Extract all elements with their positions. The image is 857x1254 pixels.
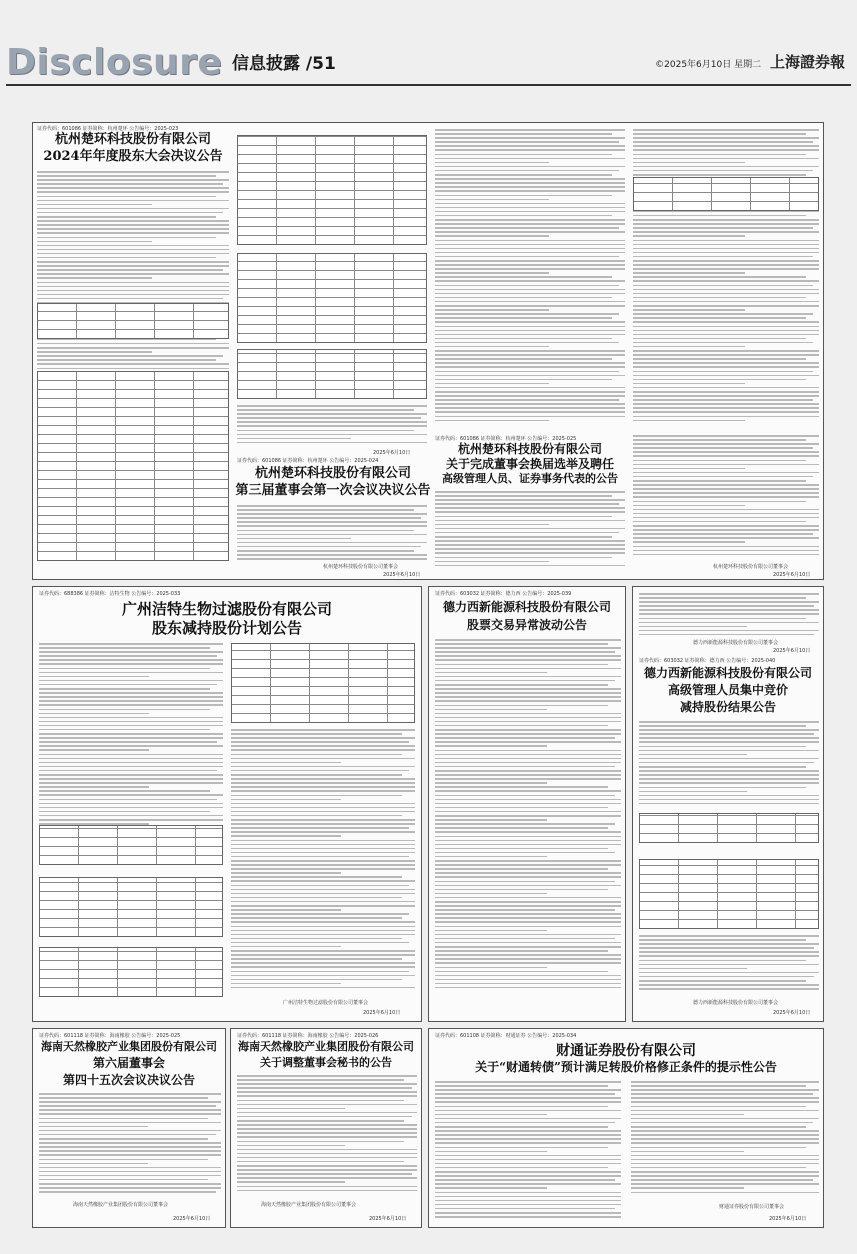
hangzhou-board-date: 2025年6月10日 — [383, 572, 421, 578]
hainan-board-subtitle-2: 第四十五次会议决议公告 — [62, 1073, 195, 1087]
delixi-volatility-subtitle: 股票交易异常波动公告 — [466, 618, 587, 632]
caitong-body-left — [435, 1081, 621, 1221]
masthead-right — [655, 51, 845, 72]
guangzhou-code: 证券代码：688386 证券简称：洁特生物 公告编号：2025-033 — [39, 591, 181, 597]
caitong-title: 财通证券股份有限公司 — [556, 1043, 696, 1059]
hangzhou-agm-vote-table-4 — [237, 349, 427, 399]
hangzhou-agm-date: 2025年6月10日 — [373, 450, 411, 456]
hainan-board-notice — [32, 1028, 226, 1228]
delixi-reduction-title: 德力西新能源科技股份有限公司 — [643, 666, 812, 680]
caitong-signature: 财通证券股份有限公司董事会 — [719, 1204, 785, 1210]
hainan-board-date: 2025年6月10日 — [173, 1216, 211, 1222]
caitong-notice — [428, 1028, 824, 1228]
delixi-volatility-signature: 德力西新能源科技股份有限公司董事会 — [693, 640, 779, 646]
delixi-volatility-date: 2025年6月10日 — [773, 648, 811, 654]
masthead — [0, 40, 857, 82]
guangzhou-title: 广州洁特生物过滤股份有限公司 — [121, 600, 332, 618]
hangzhou-exec-contact-table — [633, 177, 819, 211]
hainan-secretary-code: 证券代码：601118 证券简称：海南橡胶 公告编号：2025-026 — [237, 1033, 379, 1039]
hainan-board-signature: 海南天然橡胶产业集团股份有限公司董事会 — [73, 1202, 169, 1208]
hangzhou-agm-subtitle: 2024年年度股东大会决议公告 — [43, 149, 223, 164]
guangzhou-holding-table — [39, 877, 223, 937]
hainan-board-subtitle-1: 第六届董事会 — [92, 1056, 165, 1070]
issue-date: ©2025年6月10日 星期二 — [655, 60, 762, 70]
caitong-body-right — [631, 1081, 819, 1199]
hangzhou-exec-subtitle-1: 关于完成董事会换届选举及聘任 — [445, 457, 614, 471]
delixi-reduction-holder-table — [639, 813, 819, 843]
hainan-secretary-title: 海南天然橡胶产业集团股份有限公司 — [238, 1040, 414, 1053]
guangzhou-reduction-table — [231, 643, 415, 723]
delixi-reduction-body-2 — [639, 935, 819, 995]
hainan-board-title: 海南天然橡胶产业集团股份有限公司 — [41, 1040, 217, 1053]
hangzhou-exec-body-3 — [633, 435, 819, 565]
section-title: 信息披露 /51 — [232, 54, 336, 74]
delixi-reduction-notice — [632, 586, 824, 1022]
delixi-volatility-code: 证券代码：603032 证券简称：德力西 公告编号：2025-039 — [435, 591, 572, 597]
hangzhou-board-code: 证券代码：601086 证券简称：杭州楚环 公告编号：2025-024 — [237, 458, 379, 464]
paper-name: 上海證券報 — [769, 53, 845, 71]
hainan-secretary-subtitle: 关于调整董事会秘书的公告 — [260, 1056, 392, 1069]
hangzhou-agm-body-2 — [237, 405, 427, 445]
guangzhou-body-right — [231, 729, 415, 999]
guangzhou-date: 2025年6月10日 — [363, 1010, 401, 1016]
hangzhou-agm-vote-table-2 — [237, 135, 427, 245]
hainan-board-body — [39, 1093, 221, 1197]
guangzhou-subtitle: 股东减持股份计划公告 — [151, 619, 302, 637]
hangzhou-exec-body — [435, 491, 625, 571]
hainan-secretary-date: 2025年6月10日 — [369, 1216, 407, 1222]
hangzhou-agm-vote-table-3 — [237, 253, 427, 343]
hangzhou-agm-title: 杭州楚环科技股份有限公司 — [54, 132, 211, 147]
hangzhou-exec-title: 杭州楚环科技股份有限公司 — [457, 442, 602, 456]
hangzhou-board-body-2 — [435, 129, 625, 429]
hainan-board-code: 证券代码：601118 证券简称：海南橡胶 公告编号：2025-025 — [39, 1033, 181, 1039]
delixi-volatility-body — [435, 639, 621, 999]
delixi-reduction-subtitle-2: 减持股份结果公告 — [679, 700, 776, 714]
guangzhou-holder-table — [39, 825, 223, 865]
guangzhou-notice — [32, 586, 422, 1022]
delixi-reduction-signature: 德力西新能源科技股份有限公司董事会 — [693, 1000, 779, 1006]
hangzhou-agm-code: 证券代码：601086 证券简称：杭州楚环 公告编号：2025-023 — [37, 126, 179, 132]
delixi-volatility-notice — [428, 586, 626, 1022]
hainan-secretary-body — [237, 1075, 417, 1197]
delixi-reduction-subtitle-1: 高级管理人员集中竞价 — [667, 683, 788, 697]
hangzhou-board-body — [237, 505, 427, 563]
brand-logo: Disclosure — [6, 42, 223, 83]
delixi-reduction-result-table — [639, 859, 819, 929]
hangzhou-exec-date: 2025年6月10日 — [773, 572, 811, 578]
hangzhou-board-title: 杭州楚环科技股份有限公司 — [254, 466, 411, 481]
hangzhou-exec-code: 证券代码：601086 证券简称：杭州楚环 公告编号：2025-025 — [435, 436, 577, 442]
hangzhou-notices-block — [32, 122, 824, 580]
caitong-subtitle: 关于“财通转债”预计满足转股价格修正条件的提示性公告 — [475, 1060, 777, 1074]
hainan-secretary-notice — [230, 1028, 422, 1228]
delixi-reduction-code: 证券代码：603032 证券简称：德力西 公告编号：2025-040 — [639, 658, 776, 664]
hangzhou-exec-signature: 杭州楚环科技股份有限公司董事会 — [713, 564, 789, 570]
masthead-rule — [6, 84, 851, 86]
caitong-code: 证券代码：601108 证券简称：财通证券 公告编号：2025-034 — [435, 1033, 577, 1039]
hainan-secretary-signature: 海南天然橡胶产业集团股份有限公司董事会 — [261, 1202, 357, 1208]
hangzhou-exec-subtitle-2: 高级管理人员、证券事务代表的公告 — [442, 472, 618, 485]
delixi-volatility-body-2 — [639, 593, 819, 641]
caitong-date: 2025年6月10日 — [769, 1216, 807, 1222]
delixi-reduction-date: 2025年6月10日 — [773, 1010, 811, 1016]
delixi-reduction-body — [639, 721, 819, 811]
hangzhou-board-signature: 杭州楚环科技股份有限公司董事会 — [323, 564, 399, 570]
hangzhou-agm-attendance-table — [37, 303, 229, 339]
guangzhou-signature: 广州洁特生物过滤股份有限公司董事会 — [283, 1000, 369, 1006]
guangzhou-plan-table — [39, 947, 223, 997]
hangzhou-board-subtitle: 第三届董事会第一次会议决议公告 — [235, 483, 431, 498]
delixi-volatility-title: 德力西新能源科技股份有限公司 — [442, 600, 611, 614]
hangzhou-exec-body-2 — [633, 129, 819, 429]
hangzhou-agm-vote-table — [37, 371, 229, 561]
